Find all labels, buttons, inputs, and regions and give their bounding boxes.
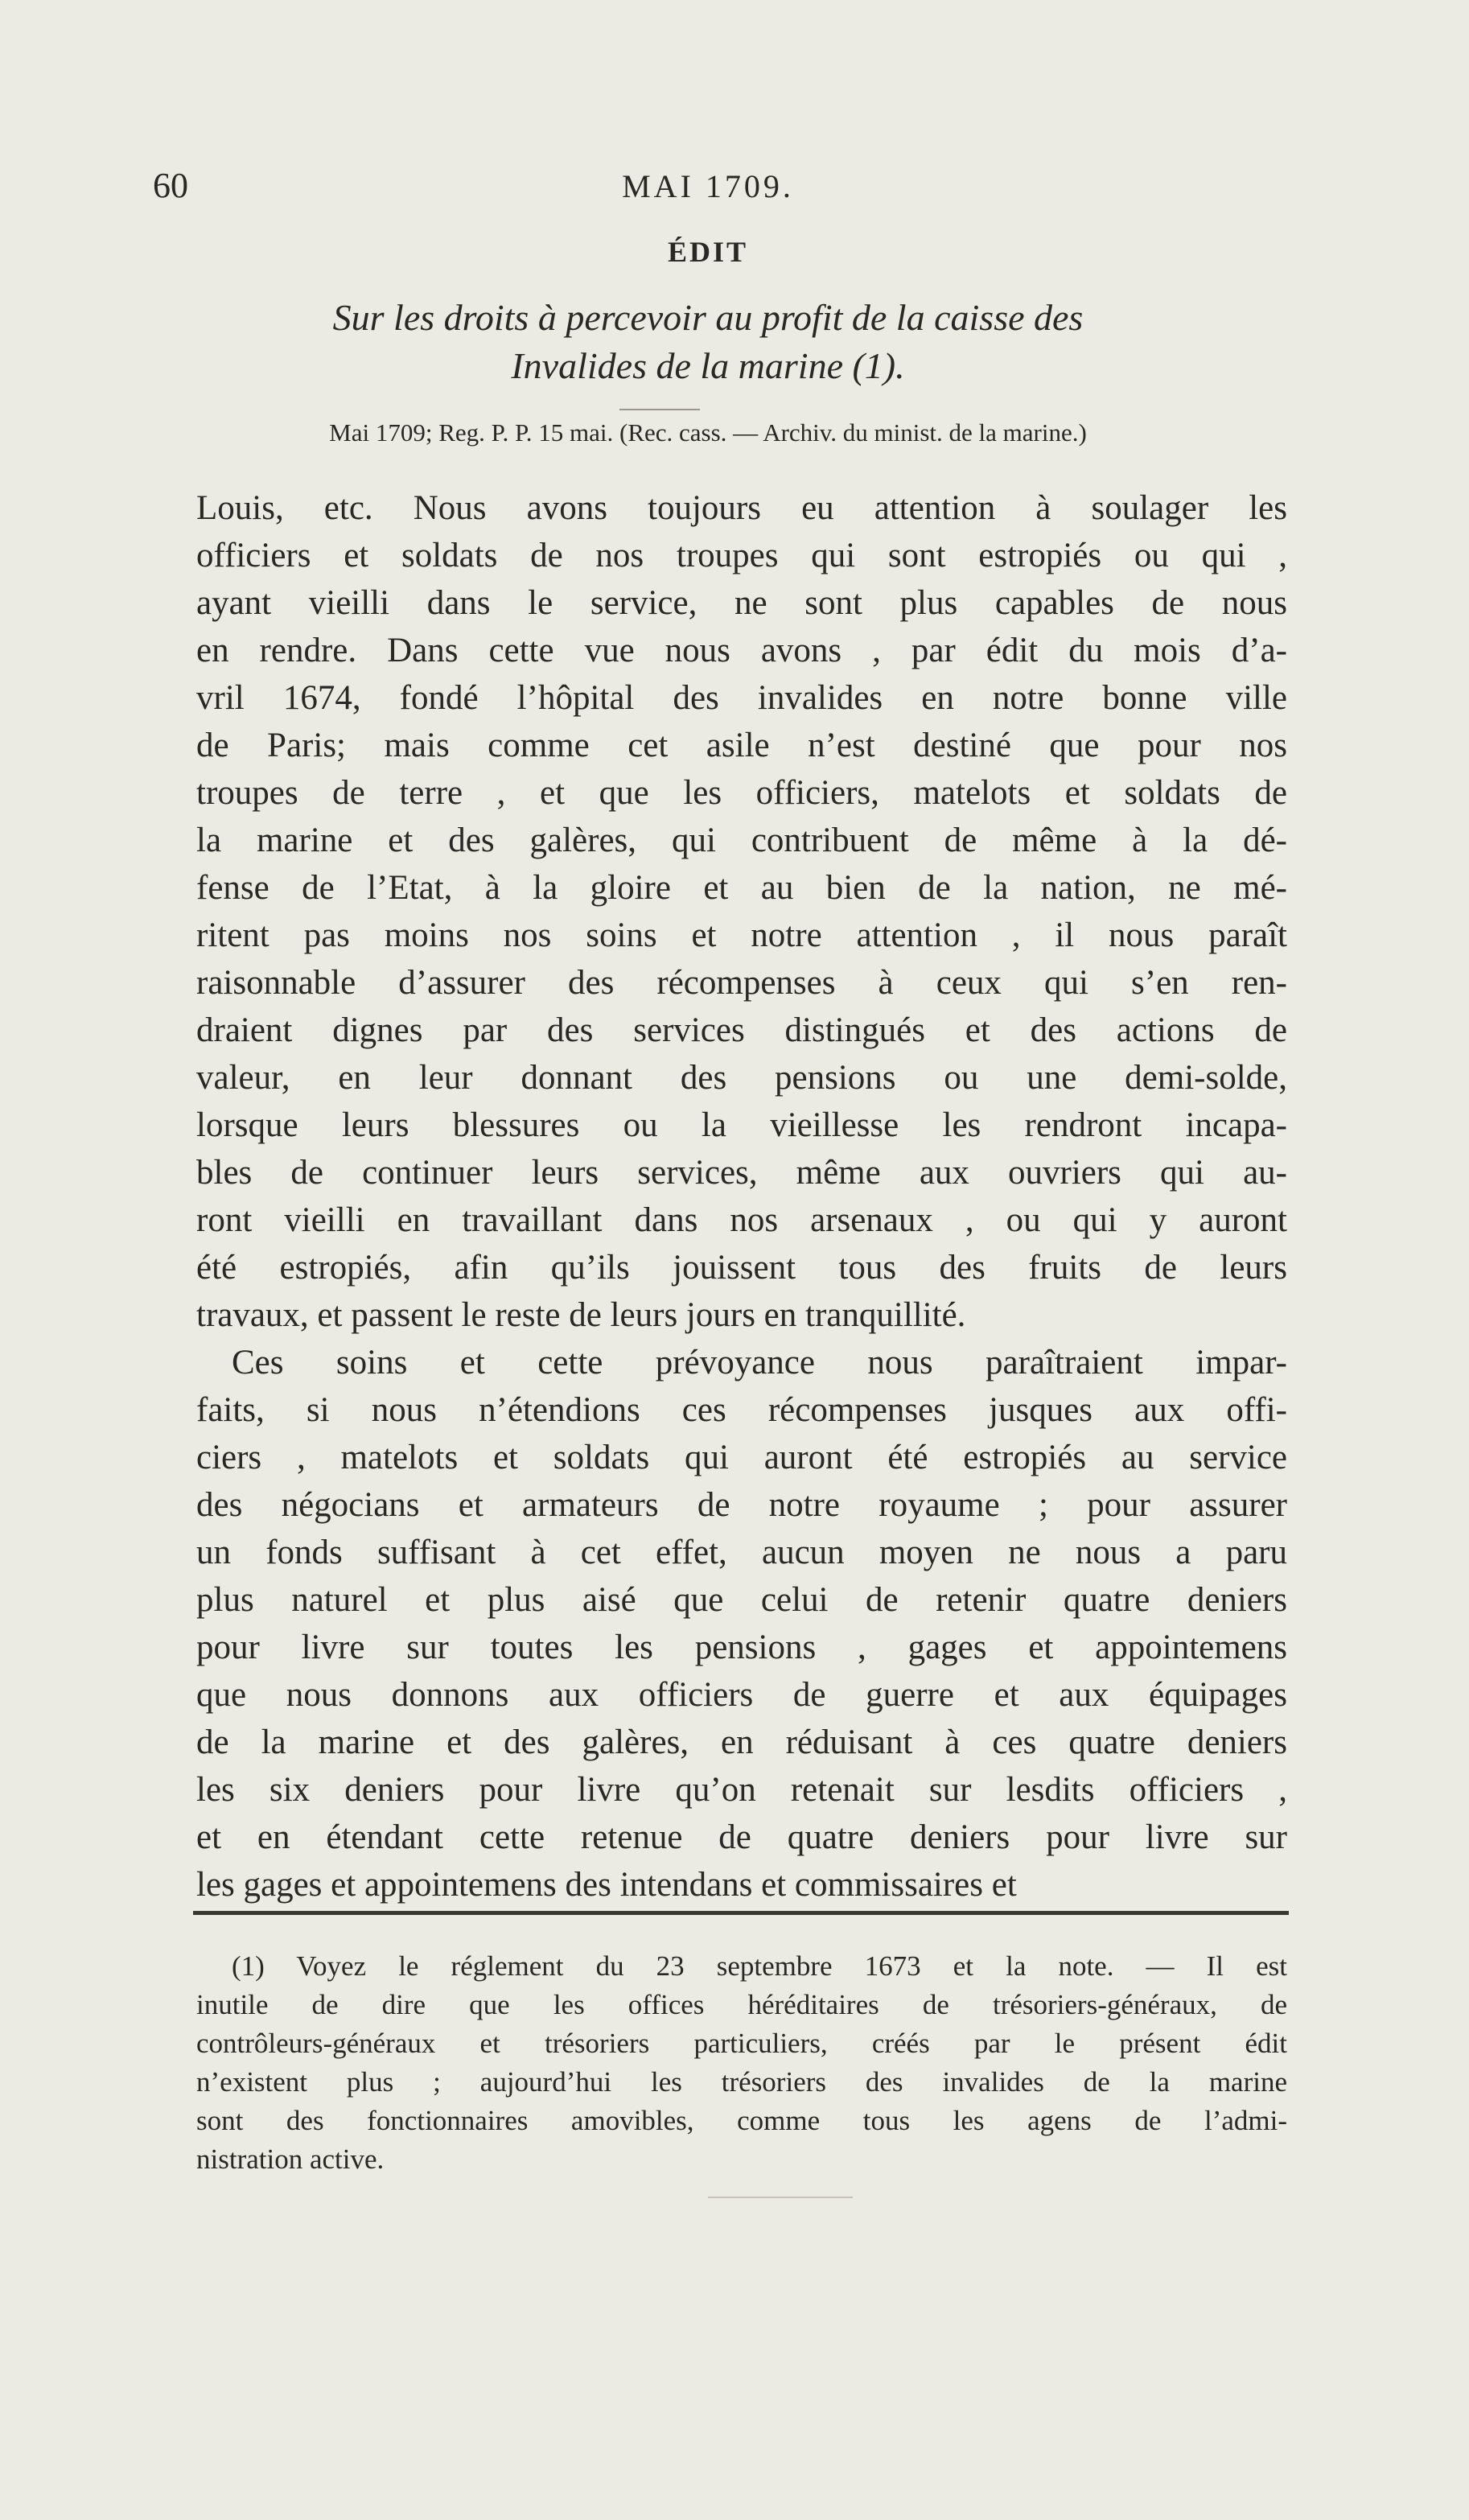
text-line: en rendre. Dans cette vue nous avons , par édit du mois d’a- <box>196 632 1287 669</box>
text-line: travaux, et passent le reste de leurs jours en tranquillité. <box>196 1296 966 1334</box>
text-line: vril 1674, fondé l’hôpital des invalides en notre bonne ville <box>196 679 1287 717</box>
body-text <box>196 484 1287 1909</box>
text-line: de Paris; mais comme cet asile n’est destiné que pour nos <box>196 727 1287 764</box>
text-line: que nous donnons aux officiers de guerre et aux équipages <box>196 1676 1287 1714</box>
text-line: un fonds suffisant à cet effet, aucun moyen ne nous a paru <box>196 1534 1287 1571</box>
text-line: des négocians et armateurs de notre royaume ; pour assurer <box>196 1486 1287 1524</box>
text-line: ront vieilli en travaillant dans nos arsenaux , ou qui y auront <box>196 1201 1287 1239</box>
title-line-1: Sur les droits à percevoir au profit de la caisse des <box>332 297 1084 338</box>
footnote <box>196 1947 1287 2179</box>
text-line: pour livre sur toutes les pensions , gages et appointemens <box>196 1629 1287 1666</box>
source-citation: Mai 1709; Reg. P. P. 15 mai. (Rec. cass. — Archiv. du minist. de la marine.) <box>329 418 1087 447</box>
text-line: Louis, etc. Nous avons toujours eu attention à soulager les <box>196 489 1287 527</box>
text-line: valeur, en leur donnant des pensions ou une demi-solde, <box>196 1059 1287 1097</box>
text-line: bles de continuer leurs services, même aux ouvriers qui au- <box>196 1154 1287 1192</box>
title-line-2: Invalides de la marine (1). <box>511 345 905 386</box>
text-line: (1) Voyez le réglement du 23 septembre 1673 et la note. — Il est <box>232 1950 1287 1982</box>
text-line: la marine et des galères, qui contribuent de même à la dé- <box>196 821 1287 859</box>
text-line: inutile de dire que les offices héréditaires de trésoriers-généraux, de <box>196 1989 1287 2020</box>
text-line: de la marine et des galères, en réduisant à ces quatre deniers <box>196 1723 1287 1761</box>
text-line: raisonnable d’assurer des récompenses à ceux qui s’en ren- <box>196 964 1287 1002</box>
text-line: contrôleurs-généraux et trésoriers particuliers, créés par le présent édit <box>196 2028 1287 2059</box>
document-kind-heading: ÉDIT <box>667 236 749 268</box>
text-line: Ces soins et cette prévoyance nous paraîtraient impar- <box>232 1344 1287 1381</box>
text-line: faits, si nous n’étendions ces récompenses jusques aux offi- <box>196 1391 1287 1429</box>
text-line: n’existent plus ; aujourd’hui les trésoriers des invalides de la marine <box>196 2066 1287 2098</box>
page-number: 60 <box>153 166 188 205</box>
text-line: fense de l’Etat, à la gloire et au bien de la nation, ne mé- <box>196 869 1287 907</box>
text-line: les six deniers pour livre qu’on retenait sur lesdits officiers , <box>196 1771 1287 1809</box>
text-line: et en étendant cette retenue de quatre deniers pour livre sur <box>196 1818 1287 1856</box>
text-line: lorsque leurs blessures ou la vieillesse les rendront incapa- <box>196 1106 1287 1144</box>
text-line: les gages et appointemens des intendans et commissaires et <box>196 1866 1017 1904</box>
text-line: nistration active. <box>196 2143 385 2175</box>
separator-faint <box>708 2197 853 2198</box>
text-line: ayant vieilli dans le service, ne sont plus capables de nous <box>196 584 1287 622</box>
text-line: ritent pas moins nos soins et notre attention , il nous paraît <box>196 916 1287 954</box>
footnote-separator <box>193 1911 1289 1915</box>
separator-short <box>619 409 700 410</box>
text-line: été estropiés, afin qu’ils jouissent tous des fruits de leurs <box>196 1249 1287 1287</box>
text-line: ciers , matelots et soldats qui auront été estropiés au service <box>196 1439 1287 1476</box>
text-line: draient dignes par des services distingués et des actions de <box>196 1011 1287 1049</box>
text-line: troupes de terre , et que les officiers, matelots et soldats de <box>196 774 1287 812</box>
text-line: sont des fonctionnaires amovibles, comme tous les agens de l’admi- <box>196 2105 1287 2136</box>
text-line: plus naturel et plus aisé que celui de retenir quatre deniers <box>196 1581 1287 1619</box>
text-line: officiers et soldats de nos troupes qui sont estropiés ou qui , <box>196 537 1287 574</box>
running-title: MAI 1709. <box>622 168 794 204</box>
